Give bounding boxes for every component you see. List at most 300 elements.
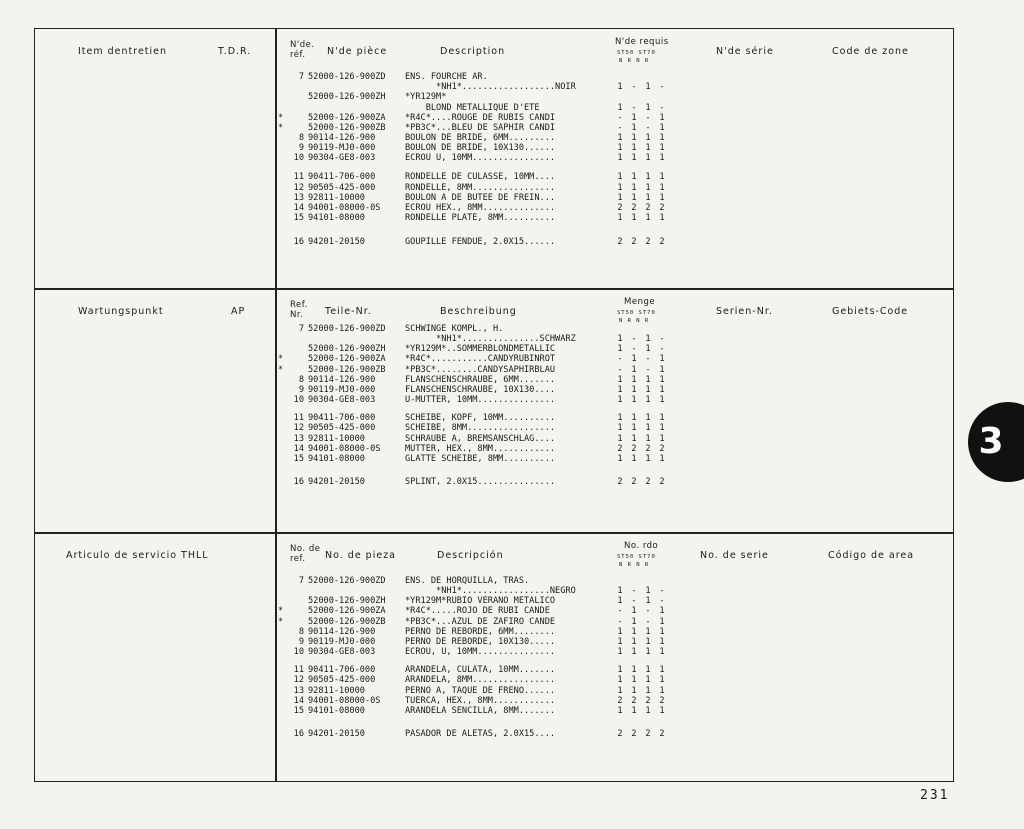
change-mark: * [278, 354, 284, 365]
part-number-label: Teile-Nr. [325, 306, 372, 317]
part-number: 94101-08000 [308, 705, 365, 716]
ref-label: Ref. [290, 300, 308, 310]
parts-row [278, 454, 698, 464]
quantity-cell: 1 [617, 213, 623, 223]
quantity-model-labels: ST50 ST70 [617, 554, 656, 560]
quantity-cell: 1 [645, 626, 651, 637]
parts-row [278, 334, 698, 344]
quantity-cell: 1 [617, 102, 623, 113]
part-description: SCHEIBE, KOPF, 10MM.......... [405, 413, 556, 424]
ref-number: 12 [293, 423, 304, 434]
part-description: SCHRAUBE A, BREMSANSCHLAG.... [405, 433, 556, 444]
part-description: MUTTER, HEX., 8MM............ [405, 443, 556, 454]
parts-row [278, 113, 698, 123]
code-label: T.D.R. [218, 46, 252, 57]
quantity-cell: 1 [617, 675, 623, 686]
quantity-nr-labels: N R N R [619, 58, 650, 64]
quantity-cell: - [631, 334, 637, 345]
quantity-cell: - [645, 364, 651, 375]
page-number: 231 [920, 788, 950, 803]
ref-number: 11 [293, 172, 304, 183]
quantity-cell: 1 [659, 192, 665, 203]
quantity-cell: 1 [645, 192, 651, 203]
part-description: *PB3C*...BLEU DE SAPHIR CANDI [405, 122, 556, 133]
quantity-cell: - [659, 344, 665, 355]
quantity-cell: 2 [645, 202, 651, 213]
part-number: 90411-706-000 [308, 413, 376, 424]
part-number: 90304-GE8-003 [308, 153, 376, 164]
part-number: 90505-425-000 [308, 423, 376, 434]
part-description: FLANSCHENSCHRAUBE, 10X130.... [405, 384, 556, 395]
ref-number: 16 [293, 237, 304, 248]
parts-row [278, 434, 698, 444]
part-number: 52000-126-900ZH [308, 344, 386, 355]
part-number: 90119-MJ0-000 [308, 384, 376, 395]
parts-row [278, 576, 698, 586]
quantity-cell: 1 [645, 453, 651, 464]
quantity-cell: 1 [659, 384, 665, 395]
quantity-cell: 1 [631, 636, 637, 647]
parts-row [278, 647, 698, 657]
quantity-cell: 1 [631, 705, 637, 716]
quantity-cell: 1 [617, 596, 623, 607]
ref-number: 11 [293, 665, 304, 676]
quantity-cell: 2 [659, 728, 665, 739]
parts-row [278, 324, 698, 334]
quantity-cell: 2 [645, 237, 651, 248]
quantity-cell: - [617, 122, 623, 133]
quantity-cell: 1 [645, 395, 651, 405]
quantity-cell: 1 [659, 647, 665, 657]
quantity-label: N'de requis [615, 37, 669, 47]
quantity-cell: 1 [645, 675, 651, 686]
part-description: GLATTE SCHEIBE, 8MM.......... [405, 453, 556, 464]
quantity-cell: 1 [631, 616, 637, 627]
quantity-cell: 2 [659, 476, 665, 487]
ref-number: 10 [293, 647, 304, 657]
quantity-cell: 1 [617, 423, 623, 434]
quantity-cell: 1 [631, 413, 637, 424]
quantity-cell: - [631, 586, 637, 597]
part-number: 94001-08000-0S [308, 443, 381, 454]
quantity-cell: 1 [617, 344, 623, 355]
zone-code-label: Gebiets-Code [832, 306, 909, 317]
parts-row [278, 444, 698, 454]
quantity-cell: 2 [631, 476, 637, 487]
part-description: SPLINT, 2.0X15............... [405, 476, 556, 487]
ref-label-2: Nr. [290, 310, 304, 320]
item-label: Articulo de servicio THLL [66, 550, 209, 561]
part-description: PASADOR DE ALETAS, 2.0X15.... [405, 728, 556, 739]
item-label: Wartungspunkt [78, 306, 164, 317]
change-mark: * [278, 112, 284, 123]
parts-row [278, 675, 698, 685]
ref-number: 11 [293, 413, 304, 424]
part-number: 94201-20150 [308, 237, 365, 248]
quantity-cell: 1 [631, 384, 637, 395]
quantity-cell: 2 [631, 237, 637, 248]
part-description: *PB3C*........CANDYSAPHIRBLAU [405, 364, 556, 375]
quantity-cell: 1 [631, 132, 637, 143]
quantity-cell: 1 [659, 354, 665, 365]
part-description: RONDELLE, 8MM................ [405, 182, 556, 193]
part-description: *NH1*.................NEGRO [405, 586, 576, 597]
part-description: BOULON DE BRIDE, 10X130...... [405, 143, 556, 154]
quantity-cell: 2 [617, 237, 623, 248]
parts-row [278, 143, 698, 153]
part-description: *R4C*.....ROJO DE RUBI CANDE [405, 606, 550, 617]
quantity-cell: 1 [659, 153, 665, 164]
part-number: 52000-126-900ZB [308, 122, 386, 133]
parts-row [278, 696, 698, 706]
quantity-cell: 2 [645, 443, 651, 454]
quantity-label: Menge [624, 297, 656, 307]
quantity-cell: - [659, 102, 665, 113]
quantity-cell: 1 [631, 647, 637, 657]
column-divider [275, 28, 277, 782]
quantity-cell: 1 [659, 616, 665, 627]
quantity-cell: 1 [631, 213, 637, 223]
quantity-cell: - [631, 102, 637, 113]
part-number: 52000-126-900ZH [308, 92, 386, 103]
quantity-cell: 1 [645, 433, 651, 444]
quantity-cell: 1 [645, 636, 651, 647]
parts-row [278, 354, 698, 364]
quantity-cell: 1 [631, 112, 637, 123]
part-description: ECROU U, 10MM................ [405, 153, 556, 164]
quantity-cell: 1 [645, 344, 651, 355]
quantity-cell: 2 [617, 476, 623, 487]
ref-label: No. de [290, 544, 321, 554]
quantity-cell: - [617, 354, 623, 365]
part-description: RONDELLE PLATE, 8MM.......... [405, 213, 556, 223]
quantity-cell: 1 [659, 606, 665, 617]
quantity-cell: - [617, 112, 623, 123]
part-description: ARANDELA, 8MM................ [405, 675, 556, 686]
part-description: ECROU HEX., 8MM.............. [405, 202, 556, 213]
quantity-cell: 1 [617, 172, 623, 183]
quantity-cell: 2 [659, 237, 665, 248]
quantity-nr-labels: N R N R [619, 318, 650, 324]
quantity-cell: 1 [631, 192, 637, 203]
parts-row [278, 637, 698, 647]
part-description: U-MUTTER, 10MM............... [405, 395, 556, 405]
quantity-cell: - [659, 586, 665, 597]
quantity-cell: 1 [631, 172, 637, 183]
quantity-cell: 1 [645, 413, 651, 424]
part-description: GOUPILLE FENDUE, 2.0X15...... [405, 237, 556, 248]
quantity-cell: 1 [617, 626, 623, 637]
quantity-cell: 1 [631, 122, 637, 133]
part-description: RONDELLE DE CULASSE, 10MM.... [405, 172, 556, 183]
quantity-cell: 1 [631, 354, 637, 365]
zone-code-label: Code de zone [832, 46, 909, 57]
ref-label-2: réf. [290, 50, 306, 60]
part-number: 52000-126-900ZA [308, 606, 386, 617]
part-number: 52000-126-900ZD [308, 324, 386, 334]
ref-number: 7 [298, 576, 304, 586]
code-label: AP [231, 306, 246, 317]
quantity-cell: 1 [645, 384, 651, 395]
quantity-cell: 1 [631, 665, 637, 676]
ref-number: 13 [293, 433, 304, 444]
quantity-cell: - [659, 82, 665, 93]
quantity-cell: 1 [659, 395, 665, 405]
part-description: BOULON DE BRIDE, 6MM......... [405, 132, 556, 143]
part-description: *NH1*..................NOIR [405, 82, 576, 93]
quantity-cell: 1 [631, 153, 637, 164]
quantity-cell: 2 [617, 728, 623, 739]
part-description: BLOND METALLIQUE D'ETE [405, 102, 540, 113]
quantity-cell: 1 [617, 395, 623, 405]
quantity-cell: 1 [659, 685, 665, 696]
part-number: 92811-10000 [308, 192, 365, 203]
part-number: 52000-126-900ZA [308, 354, 386, 365]
quantity-cell: 1 [659, 665, 665, 676]
quantity-cell: - [631, 344, 637, 355]
section-divider-2 [34, 532, 954, 534]
quantity-cell: 1 [645, 647, 651, 657]
description-label: Descripción [437, 550, 504, 561]
quantity-cell: 1 [617, 665, 623, 676]
quantity-cell: 1 [617, 192, 623, 203]
quantity-cell: 1 [645, 182, 651, 193]
ref-number: 13 [293, 685, 304, 696]
quantity-cell: - [631, 596, 637, 607]
quantity-cell: - [617, 616, 623, 627]
quantity-cell: - [645, 606, 651, 617]
parts-row [278, 686, 698, 696]
part-number: 94001-08000-0S [308, 202, 381, 213]
quantity-cell: 2 [659, 202, 665, 213]
quantity-cell: 1 [645, 665, 651, 676]
quantity-cell: 1 [645, 374, 651, 385]
part-description: FLANSCHENSCHRAUBE, 6MM....... [405, 374, 556, 385]
parts-row [278, 477, 698, 487]
quantity-cell: 1 [659, 132, 665, 143]
ref-number: 15 [293, 705, 304, 716]
quantity-cell: 1 [617, 685, 623, 696]
part-number: 52000-126-900ZD [308, 576, 386, 586]
part-description: PERNO DE REBORDE, 10X130..... [405, 636, 556, 647]
quantity-cell: 1 [659, 433, 665, 444]
part-description: *R4C*...........CANDYRUBINROT [405, 354, 556, 365]
quantity-cell: 1 [631, 364, 637, 375]
ref-number: 12 [293, 182, 304, 193]
change-mark: * [278, 364, 284, 375]
quantity-cell: - [645, 354, 651, 365]
description-label: Beschreibung [440, 306, 517, 317]
quantity-cell: 1 [617, 143, 623, 154]
part-description: PERNO A, TAQUE DE FRENO...... [405, 685, 556, 696]
quantity-cell: 2 [617, 443, 623, 454]
ref-number: 14 [293, 695, 304, 706]
part-number: 90304-GE8-003 [308, 395, 376, 405]
part-number: 52000-126-900ZH [308, 596, 386, 607]
parts-row [278, 729, 698, 739]
quantity-cell: 2 [631, 202, 637, 213]
part-number: 92811-10000 [308, 685, 365, 696]
ref-number: 9 [298, 384, 304, 395]
quantity-cell: - [645, 616, 651, 627]
part-description: SCHWINGE KOMPL., H. [405, 324, 504, 334]
quantity-cell: 1 [617, 433, 623, 444]
parts-row [278, 586, 698, 596]
change-mark: * [278, 606, 284, 617]
part-number: 90411-706-000 [308, 665, 376, 676]
part-number: 90119-MJ0-000 [308, 636, 376, 647]
parts-row [278, 606, 698, 616]
parts-row [278, 617, 698, 627]
serial-number-label: No. de serie [700, 550, 769, 561]
quantity-cell: 1 [659, 374, 665, 385]
quantity-cell: 1 [631, 423, 637, 434]
part-number: 90505-425-000 [308, 182, 376, 193]
quantity-cell: - [617, 606, 623, 617]
part-description: ECROU, U, 10MM............... [405, 647, 556, 657]
part-number: 94201-20150 [308, 476, 365, 487]
quantity-nr-labels: N R N R [619, 562, 650, 568]
quantity-cell: 1 [617, 132, 623, 143]
quantity-cell: 1 [617, 647, 623, 657]
ref-label-2: ref. [290, 554, 306, 564]
quantity-cell: - [659, 596, 665, 607]
quantity-cell: 2 [631, 695, 637, 706]
part-description: PERNO DE REBORDE, 6MM........ [405, 626, 556, 637]
change-mark: * [278, 616, 284, 627]
quantity-cell: 1 [631, 606, 637, 617]
ref-number: 10 [293, 153, 304, 164]
part-description: TUERCA, HEX., 8MM............ [405, 695, 556, 706]
parts-row [278, 213, 698, 223]
quantity-cell: 1 [617, 374, 623, 385]
part-description: SCHEIBE, 8MM................. [405, 423, 556, 434]
parts-row [278, 385, 698, 395]
quantity-cell: 1 [617, 586, 623, 597]
parts-row [278, 423, 698, 433]
quantity-cell: - [631, 82, 637, 93]
quantity-cell: 1 [631, 374, 637, 385]
quantity-model-labels: ST50 ST70 [617, 50, 656, 56]
quantity-cell: 1 [659, 172, 665, 183]
ref-label: N'de. [290, 40, 315, 50]
parts-row [278, 203, 698, 213]
quantity-cell: 1 [659, 122, 665, 133]
parts-row [278, 123, 698, 133]
quantity-cell: 1 [645, 423, 651, 434]
quantity-cell: 1 [645, 685, 651, 696]
ref-number: 9 [298, 143, 304, 154]
ref-number: 14 [293, 202, 304, 213]
part-number: 52000-126-900ZA [308, 112, 386, 123]
quantity-cell: 1 [659, 626, 665, 637]
quantity-model-labels: ST50 ST70 [617, 310, 656, 316]
part-number-label: N'de pièce [327, 46, 388, 57]
quantity-cell: 1 [631, 433, 637, 444]
quantity-cell: - [617, 364, 623, 375]
part-description: *YR129M*RUBIO VERANO METALICO [405, 596, 556, 607]
quantity-cell: 1 [631, 675, 637, 686]
quantity-cell: 2 [631, 728, 637, 739]
quantity-cell: 1 [617, 153, 623, 164]
parts-row [278, 92, 698, 102]
parts-row [278, 133, 698, 143]
quantity-cell: 1 [659, 636, 665, 647]
ref-number: 7 [298, 324, 304, 334]
part-description: *PB3C*...AZUL DE ZAFIRO CANDE [405, 616, 556, 627]
ref-number: 7 [298, 72, 304, 82]
parts-row [278, 172, 698, 182]
part-number: 94101-08000 [308, 453, 365, 464]
chapter-tab-number: 3 [978, 421, 1004, 462]
quantity-cell: 1 [659, 423, 665, 434]
quantity-cell: 1 [659, 413, 665, 424]
quantity-cell: 2 [617, 695, 623, 706]
part-description: ARANDELA, CULATA, 10MM....... [405, 665, 556, 676]
quantity-cell: 1 [617, 413, 623, 424]
ref-number: 8 [298, 132, 304, 143]
ref-number: 14 [293, 443, 304, 454]
ref-number: 10 [293, 395, 304, 405]
description-label: Description [440, 46, 506, 57]
quantity-cell: 1 [645, 153, 651, 164]
quantity-cell: 1 [631, 626, 637, 637]
ref-number: 8 [298, 374, 304, 385]
part-description: *YR129M*..SOMMERBLONDMETALLIC [405, 344, 556, 355]
quantity-cell: - [645, 122, 651, 133]
change-mark: * [278, 122, 284, 133]
quantity-cell: 1 [631, 143, 637, 154]
ref-number: 12 [293, 675, 304, 686]
quantity-cell: 2 [645, 728, 651, 739]
part-number: 90505-425-000 [308, 675, 376, 686]
quantity-cell: 1 [645, 596, 651, 607]
parts-row [278, 344, 698, 354]
part-number: 92811-10000 [308, 433, 365, 444]
parts-row [278, 237, 698, 247]
ref-number: 9 [298, 636, 304, 647]
part-number: 90411-706-000 [308, 172, 376, 183]
ref-number: 8 [298, 626, 304, 637]
parts-row [278, 183, 698, 193]
quantity-cell: 1 [617, 384, 623, 395]
parts-row [278, 153, 698, 163]
quantity-cell: 1 [659, 143, 665, 154]
parts-row [278, 413, 698, 423]
serial-number-label: N'de série [716, 46, 774, 57]
parts-row [278, 627, 698, 637]
quantity-cell: 1 [645, 334, 651, 345]
quantity-cell: 1 [659, 213, 665, 223]
part-number: 90119-MJ0-000 [308, 143, 376, 154]
quantity-cell: 1 [631, 685, 637, 696]
parts-row [278, 596, 698, 606]
quantity-cell: 1 [659, 182, 665, 193]
quantity-cell: 1 [659, 675, 665, 686]
part-number-label: No. de pieza [325, 550, 397, 561]
quantity-cell: 1 [617, 453, 623, 464]
quantity-cell: 1 [659, 705, 665, 716]
quantity-cell: 2 [617, 202, 623, 213]
parts-row [278, 665, 698, 675]
item-label: Item dentretien [78, 46, 168, 57]
quantity-cell: 1 [617, 636, 623, 647]
ref-number: 15 [293, 213, 304, 223]
quantity-cell: 1 [645, 82, 651, 93]
ref-number: 13 [293, 192, 304, 203]
quantity-cell: 1 [645, 213, 651, 223]
parts-row [278, 395, 698, 405]
